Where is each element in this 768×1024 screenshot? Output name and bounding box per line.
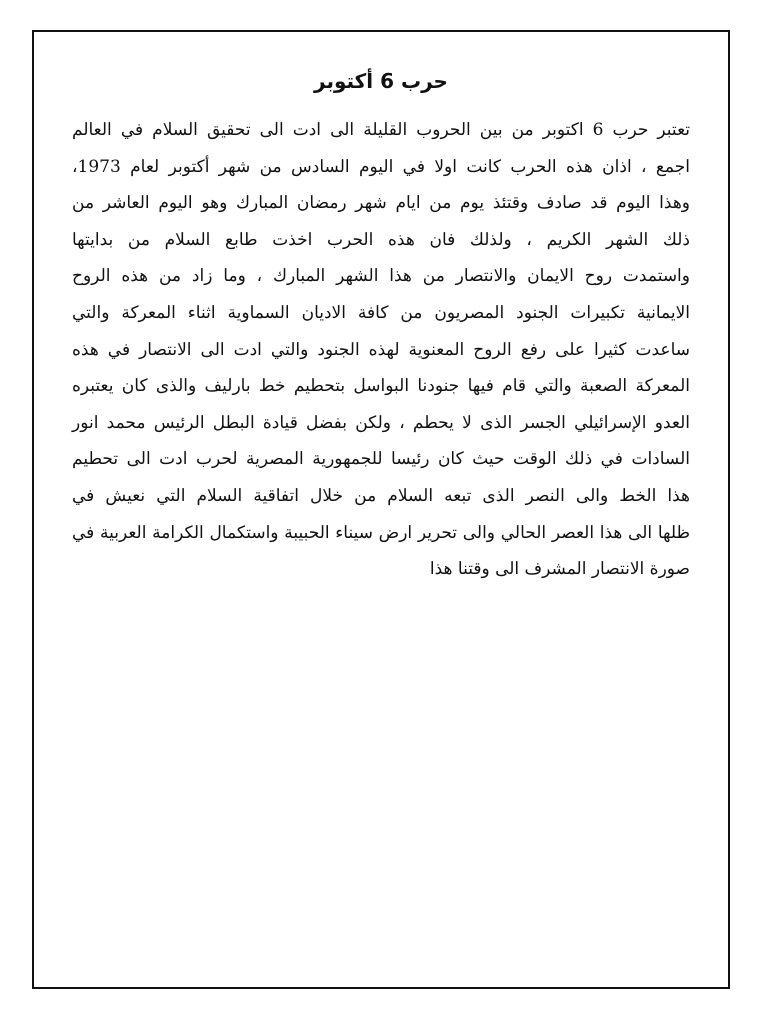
document-title: حرب 6 أكتوبر: [314, 69, 448, 93]
body-line: وهذا اليوم قد صادف وقتئذ يوم من ايام شهر رمضان المبارك وهو اليوم العاشر من: [72, 193, 690, 214]
body-line: صورة الانتصار المشرف الى وقتنا هذا: [429, 559, 690, 580]
page-frame: [32, 30, 730, 989]
body-line: ظلها الى هذا العصر الحالي والى تحرير ارض سيناء الحبيبة واستكمال الكرامة العربية في: [72, 522, 690, 543]
body-line: الايمانية تكبيرات الجنود المصريون من كافة الاديان السماوية اثناء المعركة والتي: [72, 302, 690, 323]
body-line: واستمدت روح الايمان والانتصار من هذا الشهر المبارك ، وما زاد من هذه الروح: [72, 266, 690, 287]
body-line: المعركة الصعبة والتي قام فيها جنودنا البواسل بتحطيم خط بارليف والذى كان يعتبره: [72, 376, 690, 397]
body-line: السادات في ذلك الوقت حيث كان رئيسا للجمهورية المصرية لحرب ادت الى تحطيم: [72, 449, 690, 470]
document-body: [72, 112, 690, 588]
body-line: اجمع ، اذان هذه الحرب كانت اولا في اليوم السادس من شهر أكتوبر لعام 1973،: [72, 156, 690, 177]
body-line: ساعدت كثيرا على رفع الروح المعنوية لهذه الجنود والتي ادت الى الانتصار في هذه: [72, 339, 690, 360]
body-line: العدو الإسرائيلي الجسر الذى لا يحطم ، ولكن بفضل قيادة البطل الرئيس محمد انور: [72, 412, 690, 433]
body-line: هذا الخط والى النصر الذى تبعه السلام من خلال اتفاقية السلام التي نعيش في: [72, 485, 690, 506]
body-line: ذلك الشهر الكريم ، ولذلك فان هذه الحرب اخذت طابع السلام من بدايتها: [72, 229, 690, 250]
body-line: تعتبر حرب 6 اكتوبر من بين الحروب القليلة الى ادت الى تحقيق السلام في العالم: [72, 120, 690, 140]
